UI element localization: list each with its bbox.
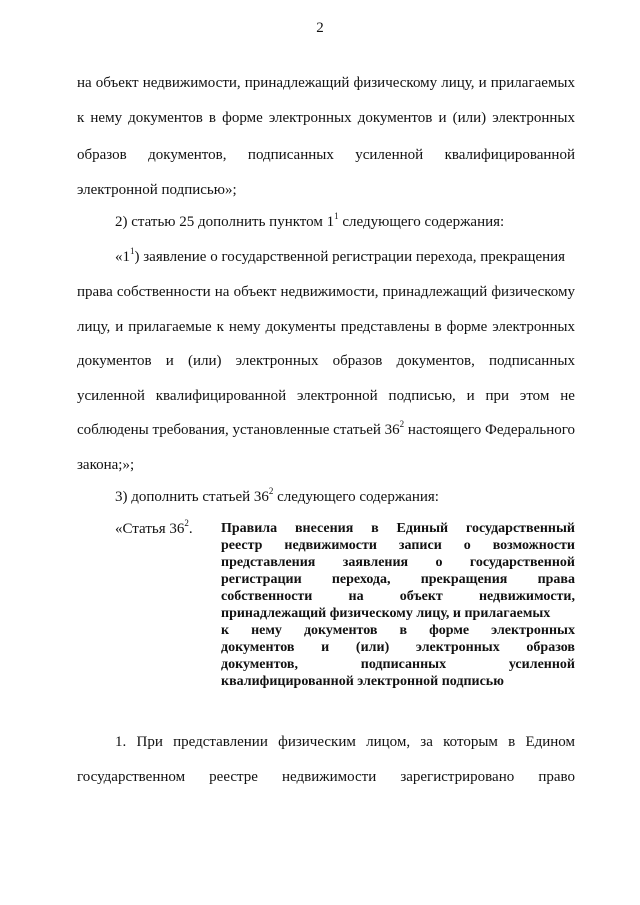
article-label [115,520,193,538]
title-line [221,537,575,554]
word: государственном [77,769,186,785]
title-line [221,673,575,690]
text-segment: соблюдены требования, установленные статьей 36 [77,422,400,438]
word: в [399,623,408,638]
word: зарегистрировано [400,769,515,785]
word: документов, [221,657,298,672]
title-line [221,656,575,673]
word: записи [398,538,442,553]
paragraph-line [77,456,575,474]
title-line [221,520,575,537]
paragraph-line [77,109,575,127]
paragraph-line [77,421,575,439]
paragraph-line [77,318,575,336]
word: подписанных [360,657,447,672]
word: собственности [221,589,313,604]
word: права [537,572,575,587]
word: образов [77,147,127,163]
word: в [371,521,379,536]
word: электронной [296,388,378,404]
superscript: 2 [399,419,405,429]
word: (или) [355,640,390,655]
paragraph-line [77,283,575,301]
text-segment: ) заявление о государственной регистрации перехода, прекращения [134,249,566,265]
list-item-3 [115,488,575,506]
word: и [466,388,475,404]
word: образов [526,640,575,655]
word: при [485,388,510,404]
word: документов, [396,353,475,369]
word: недвижимости, [478,589,575,604]
superscript: 1 [130,246,135,256]
word: усиленной [355,147,424,163]
text-segment: 2) статью 25 дополнить пунктом 1 [115,214,335,230]
word: недвижимости [284,538,377,553]
word: государственный [465,521,575,536]
word: о [463,538,471,553]
paragraph-line [77,146,575,164]
article-title [221,520,575,690]
title-line [221,639,575,656]
word: этом [519,388,550,404]
word: Правила [221,521,278,536]
word: о [435,555,443,570]
word: право [538,769,575,785]
superscript: 2 [268,486,274,496]
text-segment: настоящего Федерального [404,422,575,438]
text-line: лицу, и прилагаемые к нему документы представлены в форме электронных [77,319,575,335]
title-line [221,588,575,605]
text-line: на объект недвижимости, принадлежащий физическому лицу, и прилагаемых [77,75,575,91]
word: образов [332,353,383,369]
word: документов [77,353,152,369]
word: (или) [187,353,222,369]
paragraph-line [77,74,575,92]
word: электронных [415,640,500,655]
word: объект [399,589,443,604]
word: усиленной [77,388,145,404]
word: квалифицированной электронной подписью [221,674,504,689]
word: принадлежащий физическому лицу, и прилагаемых [221,606,551,621]
word: электронных [235,353,319,369]
word: квалифицированной [155,388,287,404]
word: электронных [491,623,575,638]
word: квалифицированной [444,147,575,163]
paragraph-line [77,352,575,370]
word: на [348,589,364,604]
title-line [221,554,575,571]
text-line: права собственности на объект недвижимости, принадлежащий физическому [77,284,575,300]
word: не [560,388,575,404]
paragraph-line [77,181,575,199]
text-line: электронной подписью»; [77,182,237,198]
word: форме [429,623,470,638]
word: реестр [221,538,263,553]
paragraph-line [115,733,575,751]
word: документов [303,623,378,638]
title-line [221,605,575,622]
word: заявления [342,555,409,570]
text-segment: 3) дополнить статьей 36 [115,489,269,505]
text-segment: . [188,521,193,537]
word: и [321,640,330,655]
paragraph-line [77,768,575,786]
word: документов [221,640,295,655]
text-segment: следующего содержания: [338,214,505,230]
word: прекращения [420,572,508,587]
word: возможности [492,538,575,553]
word: документов, [148,147,227,163]
word: перехода, [331,572,391,587]
word: усиленной [508,657,575,672]
word: недвижимости [282,769,377,785]
word: и [165,353,174,369]
text-segment: следующего содержания: [273,489,439,505]
word: подписанных [247,147,334,163]
word: внесения [295,521,354,536]
text-line: закона;»; [77,457,135,473]
text-segment: «Статья 36 [115,521,185,537]
text-segment: «1 [115,249,130,265]
title-line [221,622,575,639]
word: нему [251,623,282,638]
word: регистрации [221,572,302,587]
list-item-2 [115,213,575,231]
superscript: 1 [334,211,339,221]
word: подписью, [388,388,456,404]
superscript: 2 [184,518,189,528]
paragraph-line [77,387,575,405]
word: представления [221,555,316,570]
word: подписанных [489,353,575,369]
word: Единый [396,521,449,536]
text-line: 1. При представлении физическим лицом, за которым в Едином [115,734,575,750]
title-line [221,571,575,588]
word: к [221,623,230,638]
page-number: 2 [316,20,324,36]
word: государственной [469,555,575,570]
paragraph-line [115,248,575,266]
word: реестре [209,769,258,785]
text-line: к нему документов в форме электронных документов и (или) электронных [77,110,575,126]
